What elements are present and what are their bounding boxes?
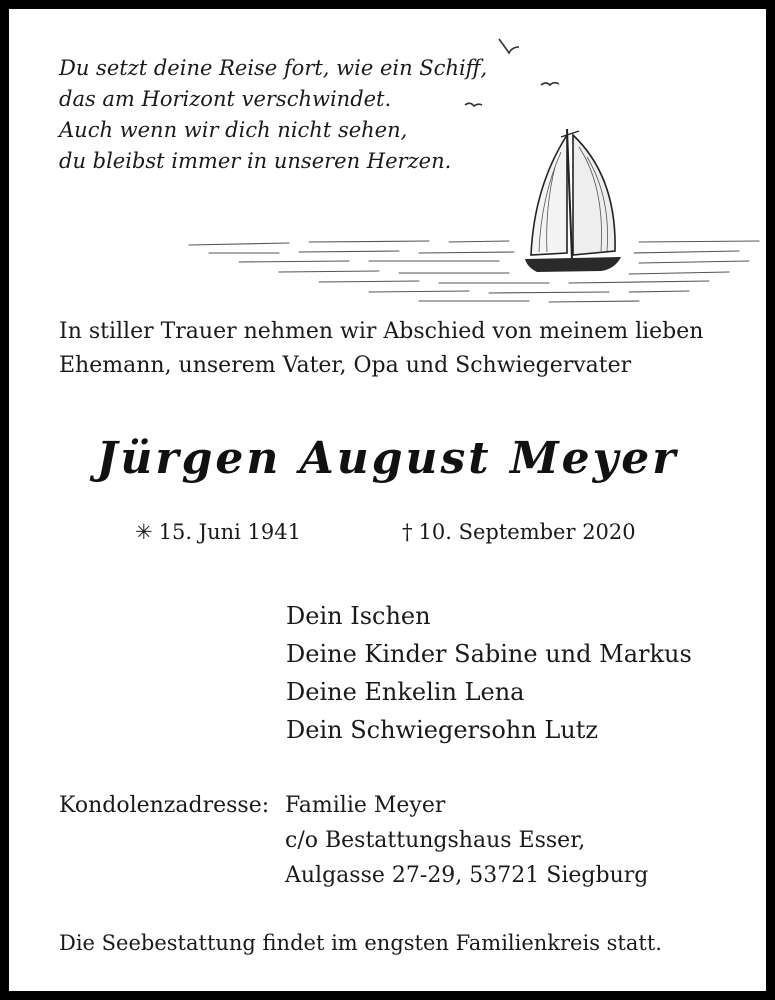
address-line: c/o Bestattungshaus Esser,	[285, 828, 586, 853]
condolence-label: Kondolenzadresse:	[59, 793, 270, 818]
address-line: Familie Meyer	[285, 793, 446, 818]
mourners-list	[286, 597, 692, 749]
mourner-line: Deine Enkelin Lena	[286, 678, 525, 706]
death-date-text: 10. September 2020	[418, 520, 636, 544]
death-date	[402, 520, 636, 544]
deceased-name: Jürgen August Meyer	[96, 433, 679, 484]
poem-line: Auch wenn wir dich nicht sehen,	[59, 118, 408, 142]
poem-line: du bleibst immer in unseren Herzen.	[59, 149, 452, 173]
poem-line: das am Horizont verschwindet.	[59, 87, 392, 111]
birth-date-text: 15. Juni 1941	[158, 520, 301, 544]
mourner-line: Deine Kinder Sabine und Markus	[286, 640, 692, 668]
intro-line: Ehemann, unserem Vater, Opa und Schwiegervater	[59, 353, 632, 378]
poem-line: Du setzt deine Reise fort, wie ein Schiff,	[59, 56, 488, 80]
seagull-icon	[465, 39, 559, 106]
burial-note: Die Seebestattung findet im engsten Familienkreis statt.	[59, 931, 662, 955]
mourner-line: Dein Ischen	[286, 602, 431, 630]
death-cross-icon: †	[402, 520, 413, 544]
intro-line: In stiller Trauer nehmen wir Abschied von meinem lieben	[59, 319, 704, 344]
address-line: Aulgasse 27-29, 53721 Siegburg	[285, 863, 649, 888]
mourner-line: Dein Schwiegersohn Lutz	[286, 716, 598, 744]
sailboat-on-sea-icon	[169, 27, 769, 327]
condolence-address	[285, 788, 648, 893]
birth-star-icon: ✳	[135, 520, 153, 544]
intro-text	[59, 315, 703, 383]
birth-date	[135, 520, 301, 544]
